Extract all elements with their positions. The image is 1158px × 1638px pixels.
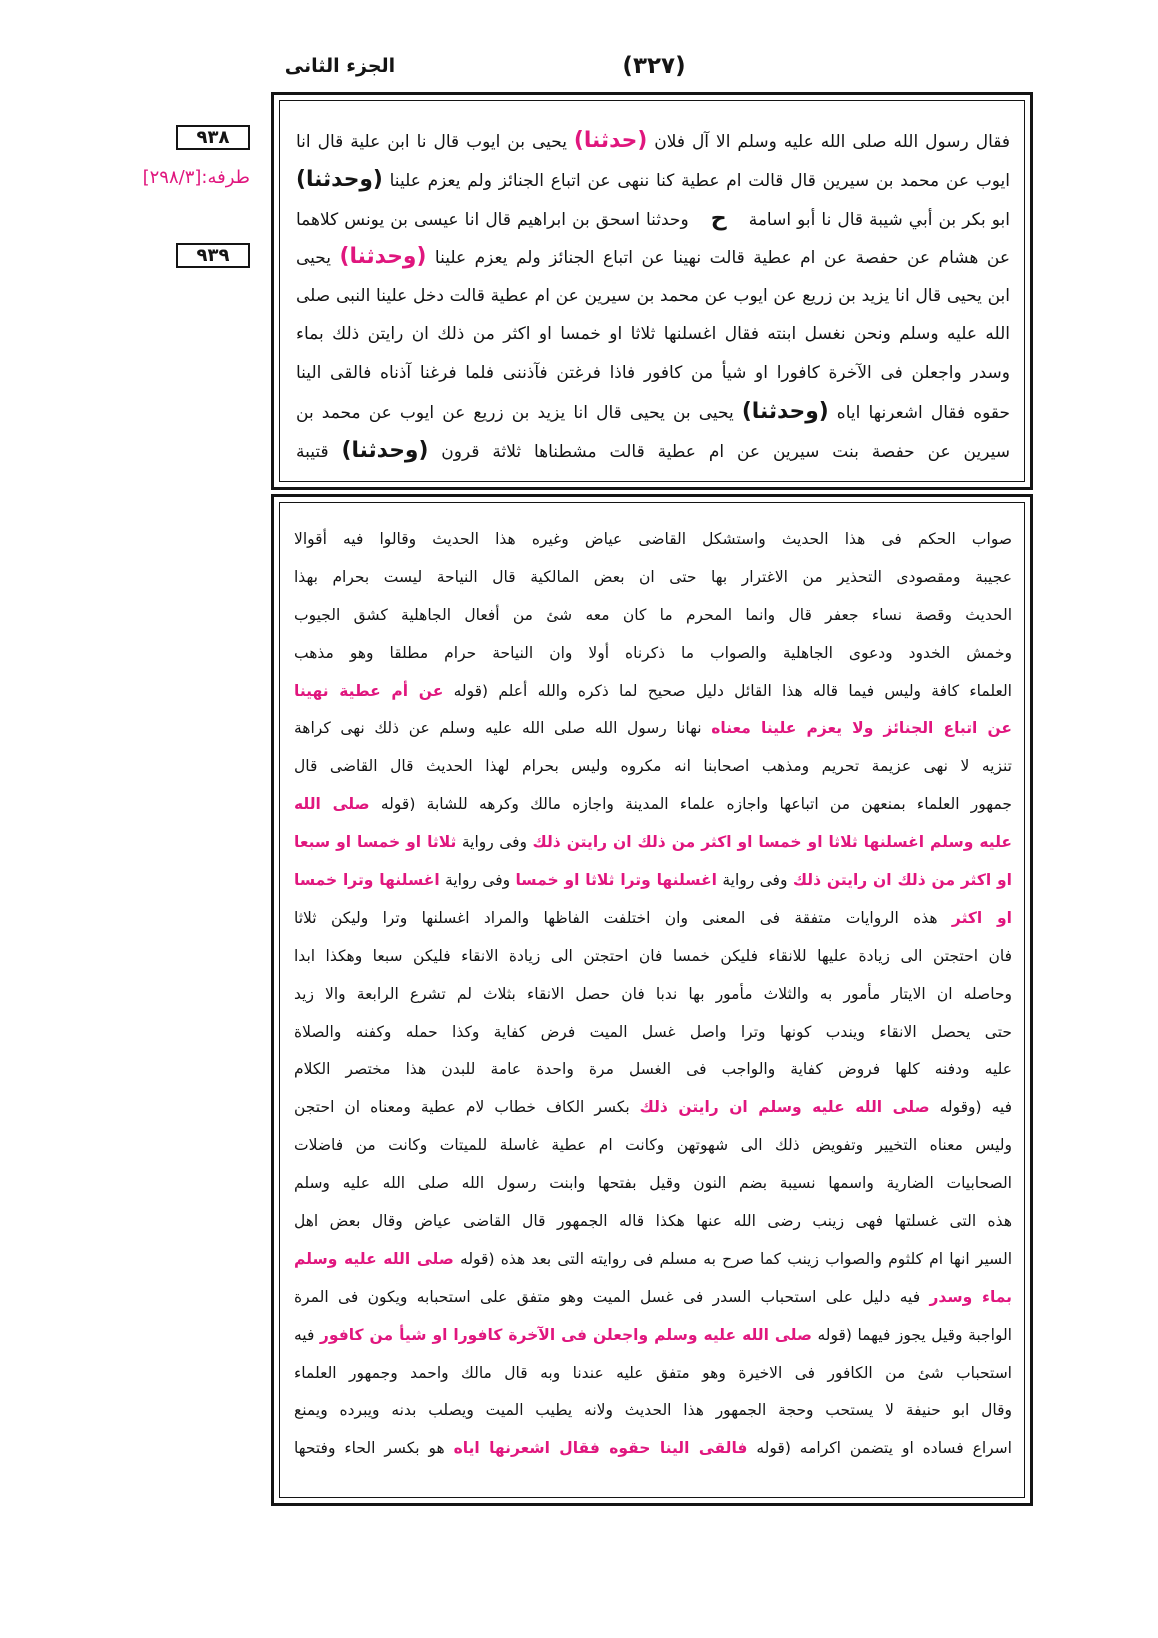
commentary-line — [294, 1430, 1012, 1468]
tahwil-symbol: ح — [710, 205, 727, 232]
text-run: فان احتجتن الى زيادة عليها للانقاء فليكن خمسا فان احتجتن الى زيادة الانقاء فليكن سبعا وهكذا ابدا — [294, 946, 1012, 965]
text-run: الله عليه وسلم ونحن نغسل ابنته فقال اغسلنها ثلاثا او خمسا او اكثر من ذلك ان رايتن ذلك بماء — [296, 324, 1010, 345]
matn-line — [296, 315, 1010, 354]
text-run: استحباب شئ من الكافور فى الاخيرة وهو متفق عليه عندنا وبه قال مالك واحمد وجمهور العلماء — [294, 1363, 1012, 1382]
matn-text — [296, 122, 1010, 470]
commentary-line — [294, 1165, 1012, 1203]
quoted-matn: ثلاثا او خمسا او سبعا — [294, 833, 457, 852]
commentary-line — [294, 976, 1012, 1014]
commentary-line — [294, 824, 1012, 862]
text-run: هو بكسر الحاء وفتحها — [294, 1439, 454, 1458]
text-run: عجيبة ومقصودى التحذير من الاغترار بها حتى ان بعض المالكية قال النياحة ليست بحرام بهذا — [294, 567, 1012, 586]
text-run: قتيبة — [296, 441, 342, 462]
text-run: هذه التى غسلتها فهى زينب رضى الله عنها هكذا قاله الجمهور قال القاضى عياض وقال بعض اهل — [294, 1212, 1012, 1231]
matn-line — [296, 277, 1010, 316]
commentary-line — [294, 1241, 1012, 1279]
hadith-number-box: ٩٣٨ — [176, 125, 250, 150]
commentary-line — [294, 862, 1012, 900]
commentary-line — [294, 1279, 1012, 1317]
text-run: وقال ابو حنيفة لا يستحب وحجة الجمهور هذا الحديث ولانه يطيب الميت ويصلب بدنه ويبرده ويمنع — [294, 1401, 1012, 1420]
text-run: يحيى — [296, 248, 340, 269]
matn-line — [296, 393, 1010, 432]
text-run: وخمش الخدود ودعوى الجاهلية والصواب ما ذكرناه أولا وان النياحة حرام مطلقا وهو مذهب — [294, 643, 1012, 662]
text-run: حتى يحصل الانقاء ويندب كونها وترا واصل غسل الميت فرض كفاية وكذا حمله وكفنه والصلاة — [294, 1022, 1012, 1041]
commentary-line — [294, 1127, 1012, 1165]
commentary-line — [294, 559, 1012, 597]
hadith-start-keyword: (حدثنا) — [573, 128, 648, 153]
text-run: ابن يحيى قال انا يزيد بن زريع عن ايوب عن محمد بن سيرين عن ام عطية قالت دخل علينا النبى صلى — [296, 285, 1010, 306]
narration-keyword: (وحدثنا) — [341, 437, 429, 463]
text-run: الصحابيات الضارية واسمها نسيبة بضم النون وقيل بفتحها وابنت رسول الله صلى الله عليه وسلم — [294, 1174, 1012, 1193]
commentary-line — [294, 786, 1012, 824]
text-run: وفى رواية — [439, 871, 516, 890]
text-run: الواجبة وقيل يجوز فيهما (قوله — [811, 1325, 1012, 1344]
quoted-matn: او اكثر من ذلك ان رايتن ذلك — [792, 871, 1012, 890]
text-run: وحدثنا اسحق بن ابراهيم قال انا عيسى بن يونس كلاهما — [296, 210, 695, 231]
text-run: صواب الحكم فى هذا الحديث واستشكل القاضى عياض وغيره هذا الحديث وقالوا فيه أقوالا — [294, 530, 1012, 548]
commentary-line — [294, 1089, 1012, 1127]
text-run: جمهور العلماء بمنعهن من اتباعها واجازه علماء المدينة واجازه مالك وكرهه للشابة (قوله — [369, 795, 1012, 814]
commentary-line — [294, 900, 1012, 938]
text-run: وسدر واجعلن فى الآخرة كافورا او شيأ من كافور فاذا فرغتن فآذننى فلما فرغنا آذناه فالقى الينا — [296, 363, 1010, 384]
matn-line — [296, 199, 1010, 238]
text-run: سيرين عن حفصة بنت سيرين عن ام عطية قالت مشطناها ثلاثة قرون — [428, 441, 1010, 462]
quoted-matn: صلى الله عليه وسلم ان رايتن ذلك — [639, 1098, 930, 1117]
text-run: هذه الروايات متفقة فى المعنى وان اختلفت الفاظها والمراد اغسلنها وترا وليكن ثلاثا — [294, 908, 952, 927]
commentary-line — [294, 938, 1012, 976]
text-run: بكسر الكاف خطاب لام عطية ومعناه ان احتجن — [294, 1098, 640, 1117]
commentary-line — [294, 1051, 1012, 1089]
text-run: فيه — [294, 1325, 320, 1344]
commentary-line — [294, 673, 1012, 711]
commentary-line — [294, 1203, 1012, 1241]
text-run: الحديث وقصة نساء جعفر قال وانما المحرم ما كان معه شئ من أفعال الجاهلية كشق الجيوب — [294, 605, 1012, 624]
text-run: تنزيه لا نهى عزيمة تحريم ومذهب اصحابنا انه مكروه وليس بحرام لهذا الحديث قال القاضى قال — [294, 757, 1012, 776]
text-run: فقال رسول الله صلى الله عليه وسلم الا آل فلان — [647, 132, 1010, 152]
text-run: فيه دليل على استحباب السدر فى غسل الميت وهو متفق على استحبابه ويكون فى المرة — [294, 1287, 930, 1306]
matn-line — [296, 432, 1010, 471]
quoted-matn: عن أم عطية نهينا — [294, 681, 444, 700]
quoted-matn: صلى الله عليه وسلم واجعلن فى الآخرة كافورا او شيأ من كافور — [319, 1325, 812, 1344]
hadith-start-keyword: (وحدثنا) — [339, 244, 427, 270]
text-run: وحاصله ان الايتار مأمور به والثلاث مأمور بها ندبا فان حصل الانقاء بثلاث لم تشرع الرابعة والا زيد — [294, 984, 1012, 1003]
text-run: ايوب عن محمد بن سيرين قال قالت ام عطية كنا ننهى عن اتباع الجنائز ولم يعزم علينا — [382, 170, 1010, 191]
text-run: العلماء كافة وليس فيما قاله هذا القائل دليل صحيح لما ذكره والله أعلم (قوله — [443, 681, 1012, 700]
narration-keyword: (وحدثنا) — [296, 166, 383, 192]
cross-reference: طرفه:[٢٩٨/٣] — [142, 167, 250, 188]
text-run: فيه (وقوله — [929, 1098, 1012, 1117]
quoted-matn: فالقى الينا حقوه فقال اشعرنها اياه — [453, 1439, 748, 1458]
text-run: السير انها ام كلثوم والصواب زينب كما صرح به مسلم فى روايته التى بعد هذه (قوله — [453, 1249, 1012, 1268]
commentary-line — [294, 748, 1012, 786]
commentary-line — [294, 1317, 1012, 1355]
commentary-line — [294, 635, 1012, 673]
text-run: يحيى بن يحيى قال انا يزيد بن زريع عن ايوب عن محمد بن — [296, 402, 742, 423]
commentary-line — [294, 597, 1012, 635]
text-run: وفى رواية — [456, 833, 533, 852]
text-run: نهانا رسول الله صلى الله عليه وسلم عن ذلك نهى كراهة — [294, 719, 712, 738]
quoted-matn: او اكثر — [951, 908, 1012, 927]
quoted-matn: عليه وسلم اغسلنها ثلاثا او خمسا او اكثر من ذلك ان رايتن ذلك — [532, 833, 1013, 852]
commentary-line — [294, 710, 1012, 748]
text-run: اسراع فساده او يتضمن اكرامه (قوله — [747, 1439, 1012, 1458]
quoted-matn: عن اتباع الجنائز ولا يعزم علينا معناه — [711, 719, 1012, 738]
narration-keyword: (وحدثنا) — [741, 398, 829, 424]
quoted-matn: صلى الله عليه وسلم — [294, 1249, 454, 1268]
text-run: حقوه فقال اشعرنها اياه — [828, 402, 1010, 423]
matn-line — [296, 238, 1010, 277]
quoted-matn: اغسلنها وترا ثلاثا او خمسا — [515, 871, 717, 890]
quoted-matn: صلى الله — [294, 795, 370, 814]
hadith-number-box: ٩٣٩ — [176, 243, 250, 268]
commentary-line — [294, 1355, 1012, 1393]
matn-line — [296, 122, 1010, 161]
commentary-text — [294, 521, 1012, 1468]
matn-line — [296, 161, 1010, 200]
quoted-matn: بماء وسدر — [929, 1287, 1012, 1306]
text-run: وليس معناه التخيير وتفويض ذلك الى شهوتهن وكانت ام عطية غاسلة للميتات وكانت من فاضلات — [294, 1136, 1012, 1155]
text-run: يحيى بن ايوب قال نا ابن علية قال انا — [296, 132, 574, 152]
matn-line — [296, 354, 1010, 393]
commentary-line — [294, 1014, 1012, 1052]
text-run: ابو بكر بن أبي شيبة قال نا أبو اسامة — [742, 210, 1010, 231]
text-run: عن هشام عن حفصة عن ام عطية قالت نهينا عن اتباع الجنائز ولم يعزم علينا — [426, 248, 1010, 269]
text-run: وفى رواية — [716, 871, 793, 890]
commentary-line — [294, 521, 1012, 559]
quoted-matn: اغسلنها وترا خمسا — [294, 871, 440, 890]
page-number: (٣٢٧) — [622, 53, 686, 79]
commentary-line — [294, 1392, 1012, 1430]
volume-title: الجزء الثانى — [284, 55, 396, 77]
text-run: عليه ودفنه كلها فروض كفاية والواجب فى الغسل مرة واحدة عامة للبدن هذا مختصر الكلام — [294, 1060, 1012, 1079]
